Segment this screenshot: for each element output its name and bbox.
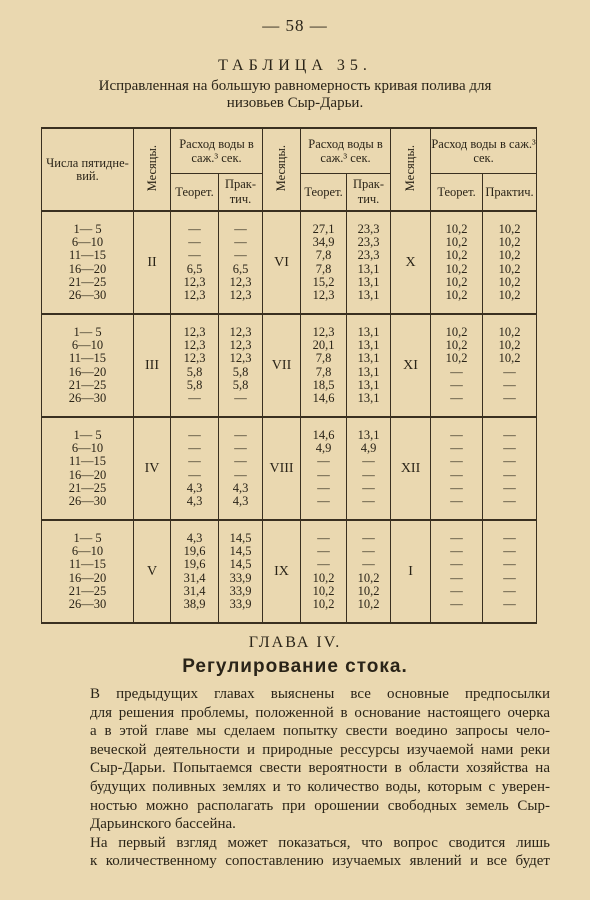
table-value: 10,2 [498, 274, 521, 289]
table-value: — [234, 454, 247, 469]
irrigation-table [41, 127, 537, 624]
table-value: 10,2 [498, 288, 521, 303]
table-value: 10,2 [498, 337, 521, 352]
month-header-label: Месяцы. [403, 144, 418, 192]
table-value: 10,2 [445, 274, 468, 289]
table-value: — [317, 543, 330, 558]
table-value: 12,3 [312, 288, 335, 303]
theor-cell [431, 211, 483, 314]
table-value: 13,1 [357, 377, 380, 392]
table-value: — [450, 597, 463, 612]
table-row [42, 211, 537, 314]
table-value: 10,2 [312, 570, 335, 585]
table-value: 7,8 [315, 351, 332, 366]
month-cell: X [391, 211, 431, 314]
table-value: — [234, 248, 247, 263]
table-value: 10,2 [445, 288, 468, 303]
days-header-label: Числа пятидневий. [46, 155, 129, 183]
table-value: 13,1 [357, 274, 380, 289]
pract-cell [219, 520, 263, 623]
table-value: — [234, 391, 247, 406]
month-cell: I [391, 520, 431, 623]
table-value: — [362, 480, 375, 495]
table-value: 13,1 [357, 288, 380, 303]
table-value: 6—10 [71, 543, 104, 558]
theor-cell [171, 314, 219, 417]
table-value: 7,8 [315, 261, 332, 276]
month-cell: III [134, 314, 171, 417]
table-value: 12,3 [229, 351, 252, 366]
table-caption [40, 78, 550, 112]
days-header [42, 128, 134, 211]
table-value: — [362, 543, 375, 558]
table-value: 10,2 [445, 248, 468, 263]
table-value: — [503, 557, 516, 572]
table-value: 10,2 [445, 337, 468, 352]
month-cell: II [134, 211, 171, 314]
table-value: 4,3 [186, 480, 203, 495]
table-value: 10,2 [357, 583, 380, 598]
text-line: Дарьинского бассейна. [90, 816, 236, 833]
paragraph [54, 834, 550, 871]
table-value: — [317, 467, 330, 482]
table-value: — [362, 530, 375, 545]
table-value: — [450, 570, 463, 585]
table-value: 14,5 [229, 557, 252, 572]
chapter-title: ГЛАВА IV. [248, 634, 342, 651]
pract-header: Практич. [347, 174, 391, 212]
table-value: — [450, 494, 463, 509]
table-value: 12,3 [183, 337, 206, 352]
table-value: — [503, 480, 516, 495]
table-value: — [317, 454, 330, 469]
table-value: 23,3 [357, 234, 380, 249]
table-value: 4,3 [186, 530, 203, 545]
table-value: 26—30 [68, 391, 107, 406]
table-value: — [317, 557, 330, 572]
month-cell: VII [263, 314, 301, 417]
table-value: — [503, 440, 516, 455]
pract-cell [219, 314, 263, 417]
table-value: 6,5 [232, 261, 249, 276]
table-value: 19,6 [183, 557, 206, 572]
table-value: — [503, 391, 516, 406]
table-value: — [362, 494, 375, 509]
table-value: 7,8 [315, 248, 332, 263]
table-value: 31,4 [183, 570, 206, 585]
table-value: 6—10 [71, 440, 104, 455]
month-header-label: Месяцы. [274, 144, 289, 192]
theor-cell [301, 417, 347, 520]
table-value: 10,2 [357, 597, 380, 612]
month-cell: IX [263, 520, 301, 623]
theor-cell [171, 520, 219, 623]
table-value: 21—25 [68, 377, 107, 392]
table-value: 6—10 [71, 234, 104, 249]
table-value: 1— 5 [73, 221, 102, 236]
table-value: — [317, 494, 330, 509]
pract-cell [347, 211, 391, 314]
table-value: — [188, 391, 201, 406]
table-value: — [450, 427, 463, 442]
table-value: — [503, 570, 516, 585]
table-value: 10,2 [312, 597, 335, 612]
days-cell [42, 417, 134, 520]
table-value: 13,1 [357, 364, 380, 379]
table-value: 16—20 [68, 364, 107, 379]
month-cell: IV [134, 417, 171, 520]
table-value: — [503, 530, 516, 545]
month-header [134, 128, 171, 211]
table-value: — [503, 494, 516, 509]
table-value: — [362, 467, 375, 482]
table-value: 10,2 [312, 583, 335, 598]
month-cell: VIII [263, 417, 301, 520]
table-value: — [450, 454, 463, 469]
caption-line: низовьев Сыр-Дарьи. [226, 95, 364, 111]
theor-header: Теорет. [431, 174, 483, 212]
table-value: — [188, 454, 201, 469]
table-value: 10,2 [498, 221, 521, 236]
table-value: 1— 5 [73, 324, 102, 339]
theor-cell [431, 314, 483, 417]
month-cell: VI [263, 211, 301, 314]
table-value: — [317, 530, 330, 545]
table-value: 1— 5 [73, 530, 102, 545]
table-value: 4,9 [315, 440, 332, 455]
month-header [263, 128, 301, 211]
table-value: 38,9 [183, 597, 206, 612]
table-value: 11—15 [68, 248, 107, 263]
table-value: 10,2 [498, 248, 521, 263]
theor-cell [431, 417, 483, 520]
table-value: 13,1 [357, 324, 380, 339]
table-value: 4,9 [360, 440, 377, 455]
theor-cell [171, 211, 219, 314]
text-line: а в этой главе мы сделаем попытку свести воедино запросы чело- [90, 723, 550, 740]
table-value: — [503, 454, 516, 469]
page-number: — 58 — [262, 16, 328, 35]
table-value: — [188, 234, 201, 249]
text-line: На первый взгляд может показаться, что вопрос сводится лишь [90, 834, 550, 851]
theor-header: Теорет. [301, 174, 347, 212]
table-value: 5,8 [232, 364, 249, 379]
table-value: 5,8 [186, 377, 203, 392]
caption-line: Исправленная на большую равномерность кривая полива для [98, 78, 492, 94]
pract-cell [483, 314, 537, 417]
table-value: 6,5 [186, 261, 203, 276]
month-header [391, 128, 431, 211]
theor-cell [301, 520, 347, 623]
table-value: 14,5 [229, 543, 252, 558]
table-value: 23,3 [357, 248, 380, 263]
pract-cell [347, 520, 391, 623]
table-value: 13,1 [357, 351, 380, 366]
table-value: 5,8 [186, 364, 203, 379]
days-cell [42, 211, 134, 314]
table-value: — [503, 427, 516, 442]
table-value: — [450, 543, 463, 558]
text-line: В предыдущих главах выяснены все основные предпосылки [90, 686, 550, 702]
table-value: 21—25 [68, 583, 107, 598]
text-line: Сыр-Дарьи. Попытаемся свести вероятности в области хозяйства на [90, 760, 550, 777]
theor-cell [301, 211, 347, 314]
table-value: 14,6 [312, 391, 335, 406]
table-value: 33,9 [229, 583, 252, 598]
text-line: веческой деятельности и природные рессурсы изучаемой нами реки [90, 741, 550, 758]
table-value: 10,2 [445, 351, 468, 366]
theor-cell [171, 417, 219, 520]
table-value: — [188, 221, 201, 236]
table-title: ТАБЛИЦА 35. [218, 57, 372, 74]
table-value: 14,5 [229, 530, 252, 545]
table-value: 33,9 [229, 570, 252, 585]
days-cell [42, 520, 134, 623]
text-line: для решения проблемы, положенной в основание настоящего очерка [90, 704, 550, 721]
table-value: — [234, 234, 247, 249]
theor-header: Теорет. [171, 174, 219, 212]
table-row [42, 520, 537, 623]
table-value: 16—20 [68, 570, 107, 585]
pract-cell [483, 211, 537, 314]
table-value: 10,2 [498, 261, 521, 276]
rate-header: Расход воды в саж.³ сек. [301, 128, 391, 174]
table-value: — [503, 583, 516, 598]
month-cell: XI [391, 314, 431, 417]
table-value: — [317, 480, 330, 495]
table-value: — [234, 440, 247, 455]
table-value: — [234, 221, 247, 236]
table-value: — [450, 467, 463, 482]
table-value: 21—25 [68, 480, 107, 495]
table-row [42, 417, 537, 520]
table-value: 13,1 [357, 261, 380, 276]
table-value: — [503, 543, 516, 558]
table-value: — [450, 530, 463, 545]
table-value: — [503, 597, 516, 612]
table-value: — [450, 364, 463, 379]
table-value: 15,2 [312, 274, 335, 289]
table-value: 12,3 [229, 288, 252, 303]
pract-cell [483, 520, 537, 623]
table-value: 13,1 [357, 337, 380, 352]
table-value: 12,3 [183, 351, 206, 366]
pract-header: Практич. [219, 174, 263, 212]
table-value: 13,1 [357, 427, 380, 442]
table-value: 10,2 [357, 570, 380, 585]
table-value: — [188, 440, 201, 455]
table-value: 12,3 [183, 324, 206, 339]
table-value: 12,3 [183, 274, 206, 289]
pract-cell [483, 417, 537, 520]
days-cell [42, 314, 134, 417]
pract-header: Практич. [483, 174, 537, 212]
table-value: 12,3 [229, 274, 252, 289]
table-value: 19,6 [183, 543, 206, 558]
table-value: 31,4 [183, 583, 206, 598]
table-value: — [234, 427, 247, 442]
table-value: — [188, 427, 201, 442]
table-value: — [450, 557, 463, 572]
table-value: 20,1 [312, 337, 335, 352]
table-value: 27,1 [312, 221, 335, 236]
table-value: — [450, 377, 463, 392]
rate-header: Расход воды в саж.³ сек. [431, 128, 537, 174]
table-value: 16—20 [68, 467, 107, 482]
month-cell: XII [391, 417, 431, 520]
table-value: 11—15 [68, 454, 107, 469]
table-value: 26—30 [68, 288, 107, 303]
table-value: 11—15 [68, 351, 107, 366]
table-value: 12,3 [229, 324, 252, 339]
pract-cell [219, 211, 263, 314]
table-value: 10,2 [498, 234, 521, 249]
pract-cell [347, 314, 391, 417]
table-value: 4,3 [232, 494, 249, 509]
table-value: — [234, 467, 247, 482]
section-heading: Регулирование стока. [182, 656, 408, 677]
pract-cell [219, 417, 263, 520]
table-value: 23,3 [357, 221, 380, 236]
text-line: ностью можно располагать при орошении свободных земель Сыр- [90, 797, 550, 814]
month-header-label: Месяцы. [144, 144, 159, 192]
table-value: — [503, 467, 516, 482]
table-value: 21—25 [68, 274, 107, 289]
body-text [54, 685, 550, 871]
table-value: 13,1 [357, 391, 380, 406]
table-value: 14,6 [312, 427, 335, 442]
table-value: 10,2 [498, 324, 521, 339]
text-line: к количественному сопоставлению изучаемых явлений и все будет [90, 853, 550, 870]
paragraph [54, 685, 550, 834]
table-value: 1— 5 [73, 427, 102, 442]
text-line: будущих поливных землях и то количество воды, которым с уверен- [90, 778, 550, 795]
table-value: 12,3 [183, 288, 206, 303]
table-value: 12,3 [312, 324, 335, 339]
table-value: — [503, 377, 516, 392]
rate-header: Расход воды в саж.³ сек. [171, 128, 263, 174]
table-value: — [188, 467, 201, 482]
table-value: 4,3 [232, 480, 249, 495]
table-value: — [450, 480, 463, 495]
table-value: 26—30 [68, 597, 107, 612]
table-value: 10,2 [445, 234, 468, 249]
table-value: 34,9 [312, 234, 335, 249]
table-value: 11—15 [68, 557, 107, 572]
table-value: 10,2 [445, 324, 468, 339]
table-row [42, 314, 537, 417]
table-value: 12,3 [229, 337, 252, 352]
table-value: 10,2 [445, 261, 468, 276]
theor-cell [301, 314, 347, 417]
table-value: 7,8 [315, 364, 332, 379]
table-value: — [503, 364, 516, 379]
pract-cell [347, 417, 391, 520]
table-value: — [362, 557, 375, 572]
table-value: 5,8 [232, 377, 249, 392]
table-value: — [450, 440, 463, 455]
table-value: — [450, 583, 463, 598]
theor-cell [431, 520, 483, 623]
table-value: 10,2 [498, 351, 521, 366]
table-value: 6—10 [71, 337, 104, 352]
month-cell: V [134, 520, 171, 623]
table-value: — [450, 391, 463, 406]
table-value: 26—30 [68, 494, 107, 509]
table-value: 33,9 [229, 597, 252, 612]
table-value: 18,5 [312, 377, 335, 392]
table-value: 10,2 [445, 221, 468, 236]
table-value: — [188, 248, 201, 263]
table-value: — [362, 454, 375, 469]
table-value: 4,3 [186, 494, 203, 509]
table-value: 16—20 [68, 261, 107, 276]
